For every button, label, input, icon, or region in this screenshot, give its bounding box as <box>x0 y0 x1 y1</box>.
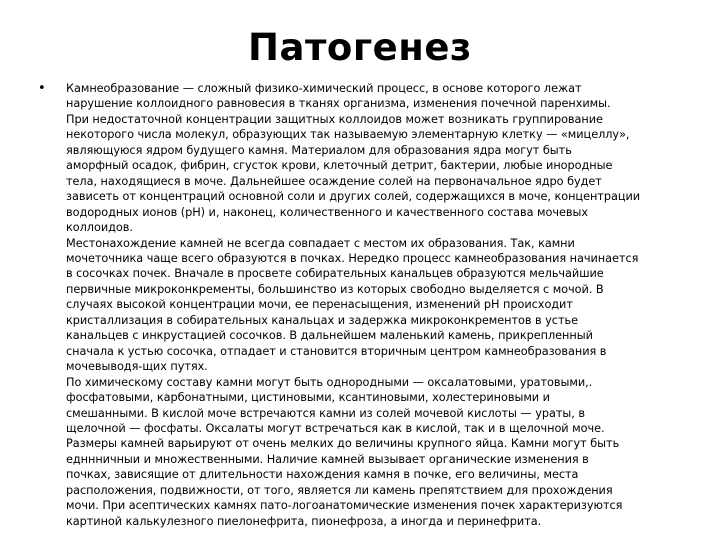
text-line: зависеть от концентраций основной соли и других солей, содержащихся в моче, концентрации <box>66 190 641 204</box>
text-line: канальцев с инкрустацией сосочков. В дальнейшем маленький камень, прикрепленный <box>66 329 593 343</box>
text-line: фосфатовыми, карбонатными, цистиновыми, ксантиновыми, холестериновыми и <box>66 391 550 405</box>
text-line: являющуюся ядром будущего камня. Материалом для образования ядра могут быть <box>66 143 572 157</box>
text-line: кристаллизация в собирательных канальцах и задержка микроконкрементов в устье <box>66 313 578 327</box>
text-line: случаях высокой концентрации мочи, ее перенасыщения, изменений рН происходит <box>66 298 573 312</box>
text-line: тела, находящиеся в моче. Дальнейшее осаждение солей на первоначальное ядро будет <box>66 174 602 188</box>
text-line: Местонахождение камней не всегда совпадает с местом их образования. Так, камни <box>66 236 575 250</box>
text-line: смешанными. В кислой моче встречаются камни из солей мочевой кислоты — ураты, в <box>66 406 585 420</box>
text-line: некоторого числа молекул, образующих так называемую элементарную клетку — «мицеллу», <box>66 128 630 142</box>
text-line: аморфный осадок, фибрин, сгусток крови, клеточный детрит, бактерии, любые инородные <box>66 159 613 173</box>
text-line: Камнеобразование — сложный физико-химический процесс, в основе которого лежат <box>66 82 582 95</box>
text-line: мочеточника чаще всего образуются в почках. Нередко процесс камнеобразования начинается <box>66 251 639 265</box>
text-line: Размеры камней варьируют от очень мелких до величины крупного яйца. Камни могут быть <box>66 437 620 451</box>
text-line: водородных ионов (рН) и, наконец, количественного и качественного состава мочевых <box>66 205 588 219</box>
slide-title: Патогенез <box>248 26 472 69</box>
text-line: картиной калькулезного пиелонефрита, пионефроза, а иногда и перинефрита. <box>66 514 542 528</box>
text-line: в сосочках почек. Вначале в просвете собирательных канальцев образуются мельчайшие <box>66 267 604 281</box>
bullet-text <box>66 81 686 529</box>
text-line: По химическому составу камни могут быть однородными — оксалатовыми, уратовыми,. <box>66 375 593 389</box>
text-line: почках, зависящие от длительности нахождения камня в почке, его величины, места <box>66 468 579 482</box>
text-line: мочевыводя-щих путях. <box>66 360 208 374</box>
text-line: нарушение коллоидного равновесия в тканях организма, изменения почечной паренхимы. <box>66 97 611 111</box>
text-line: расположения, подвижности, от того, является ли камень препятствием для прохождения <box>66 483 613 497</box>
text-line: сначала к устью сосочка, отпадает и становится вторичным центром камнеобразования в <box>66 344 607 358</box>
slide-content <box>36 81 686 529</box>
bullet-item <box>36 81 686 529</box>
text-line: первичные микроконкременты, большинство из которых свободно выделяется с мочой. В <box>66 282 604 296</box>
text-line: мочи. При асептических камнях пато-логоанатомические изменения почек характеризуются <box>66 499 623 513</box>
text-line: При недостаточной концентрации защитных коллоидов может возникать группирование <box>66 112 603 126</box>
text-line: щелочной — фосфаты. Оксалаты могут встречаться как в кислой, так и в щелочной моче. <box>66 421 605 435</box>
text-line: коллоидов. <box>66 221 133 235</box>
text-line: едннничныи и множественными. Наличие камней вызывает органические изменения в <box>66 452 589 466</box>
bullet-icon: • <box>38 81 46 96</box>
